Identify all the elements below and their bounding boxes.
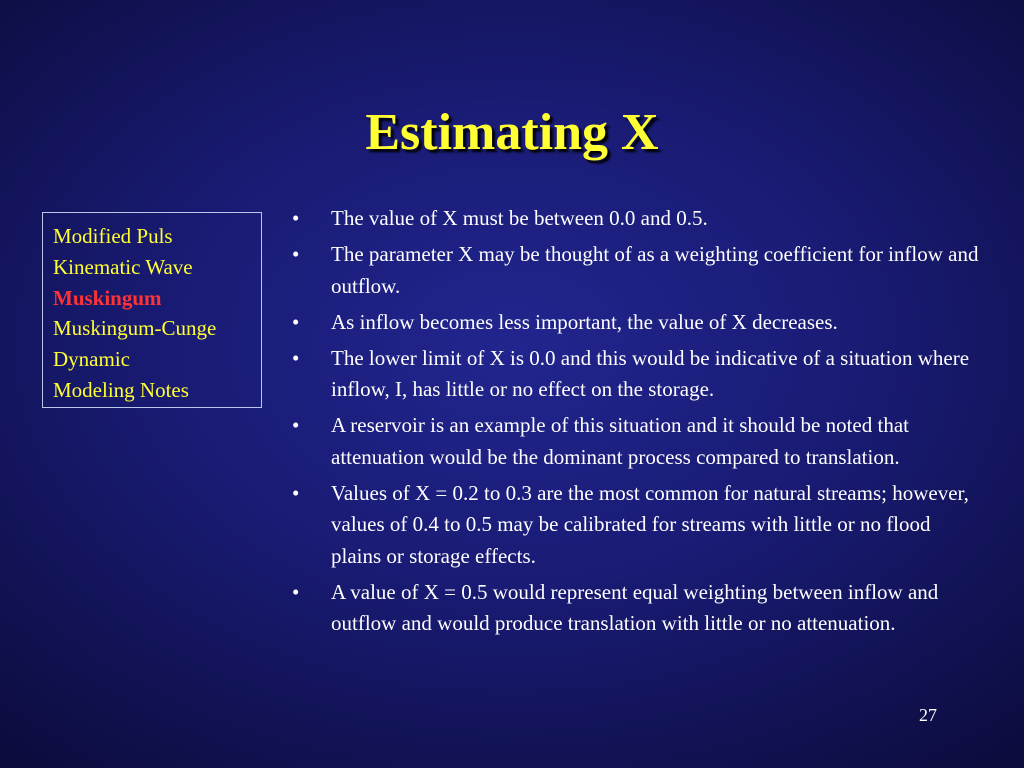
slide-title: Estimating X bbox=[365, 104, 659, 161]
bullet-text: A value of X = 0.5 would represent equal weighting between inflow and outflow and would produce translation with little or no attenuation. bbox=[331, 579, 939, 635]
bullet-item bbox=[290, 410, 980, 473]
bullet-marker: • bbox=[292, 480, 300, 505]
bullet-marker: • bbox=[292, 242, 300, 266]
bullet-item bbox=[290, 577, 980, 640]
nav-link-muskingum-cunge[interactable]: Muskingum-Cunge bbox=[53, 316, 217, 341]
nav-link-modeling-notes[interactable]: Modeling Notes bbox=[53, 377, 189, 402]
bullet-text: The value of X must be between 0.0 and 0.5. bbox=[331, 206, 708, 230]
bullet-text: A reservoir is an example of this situation and it should be noted that attenuation would be the dominant process compared to translation. bbox=[331, 413, 909, 469]
nav-link-modified-puls[interactable]: Modified Puls bbox=[53, 224, 173, 248]
bullet-marker: • bbox=[292, 206, 300, 230]
bullet-item bbox=[290, 239, 980, 302]
bullet-text: The lower limit of X is 0.0 and this would be indicative of a situation where inflow, I, has little or no effect on the storage. bbox=[331, 345, 970, 401]
bullet-item bbox=[290, 343, 980, 406]
bullet-marker: • bbox=[292, 579, 300, 604]
bullet-list bbox=[290, 203, 980, 644]
bullet-marker: • bbox=[292, 413, 300, 437]
bullet-marker: • bbox=[292, 309, 300, 334]
bullet-text: The parameter X may be thought of as a weighting coefficient for inflow and outflow. bbox=[331, 242, 979, 298]
nav-link-muskingum[interactable]: Muskingum bbox=[53, 285, 162, 310]
bullet-item bbox=[290, 478, 980, 573]
bullet-item bbox=[290, 203, 980, 235]
nav-link-dynamic[interactable]: Dynamic bbox=[53, 347, 130, 372]
bullet-item bbox=[290, 307, 980, 339]
bullet-text: Values of X = 0.2 to 0.3 are the most common for natural streams; however, values of 0.4 to 0.5 may be calibrated for streams with little or no flood plains or storage effects. bbox=[331, 480, 969, 568]
topic-navigation-box bbox=[42, 212, 262, 408]
bullet-text: As inflow becomes less important, the value of X decreases. bbox=[331, 309, 838, 334]
bullet-marker: • bbox=[292, 345, 300, 370]
page-number: 27 bbox=[919, 705, 937, 725]
nav-link-kinematic-wave[interactable]: Kinematic Wave bbox=[53, 254, 193, 279]
